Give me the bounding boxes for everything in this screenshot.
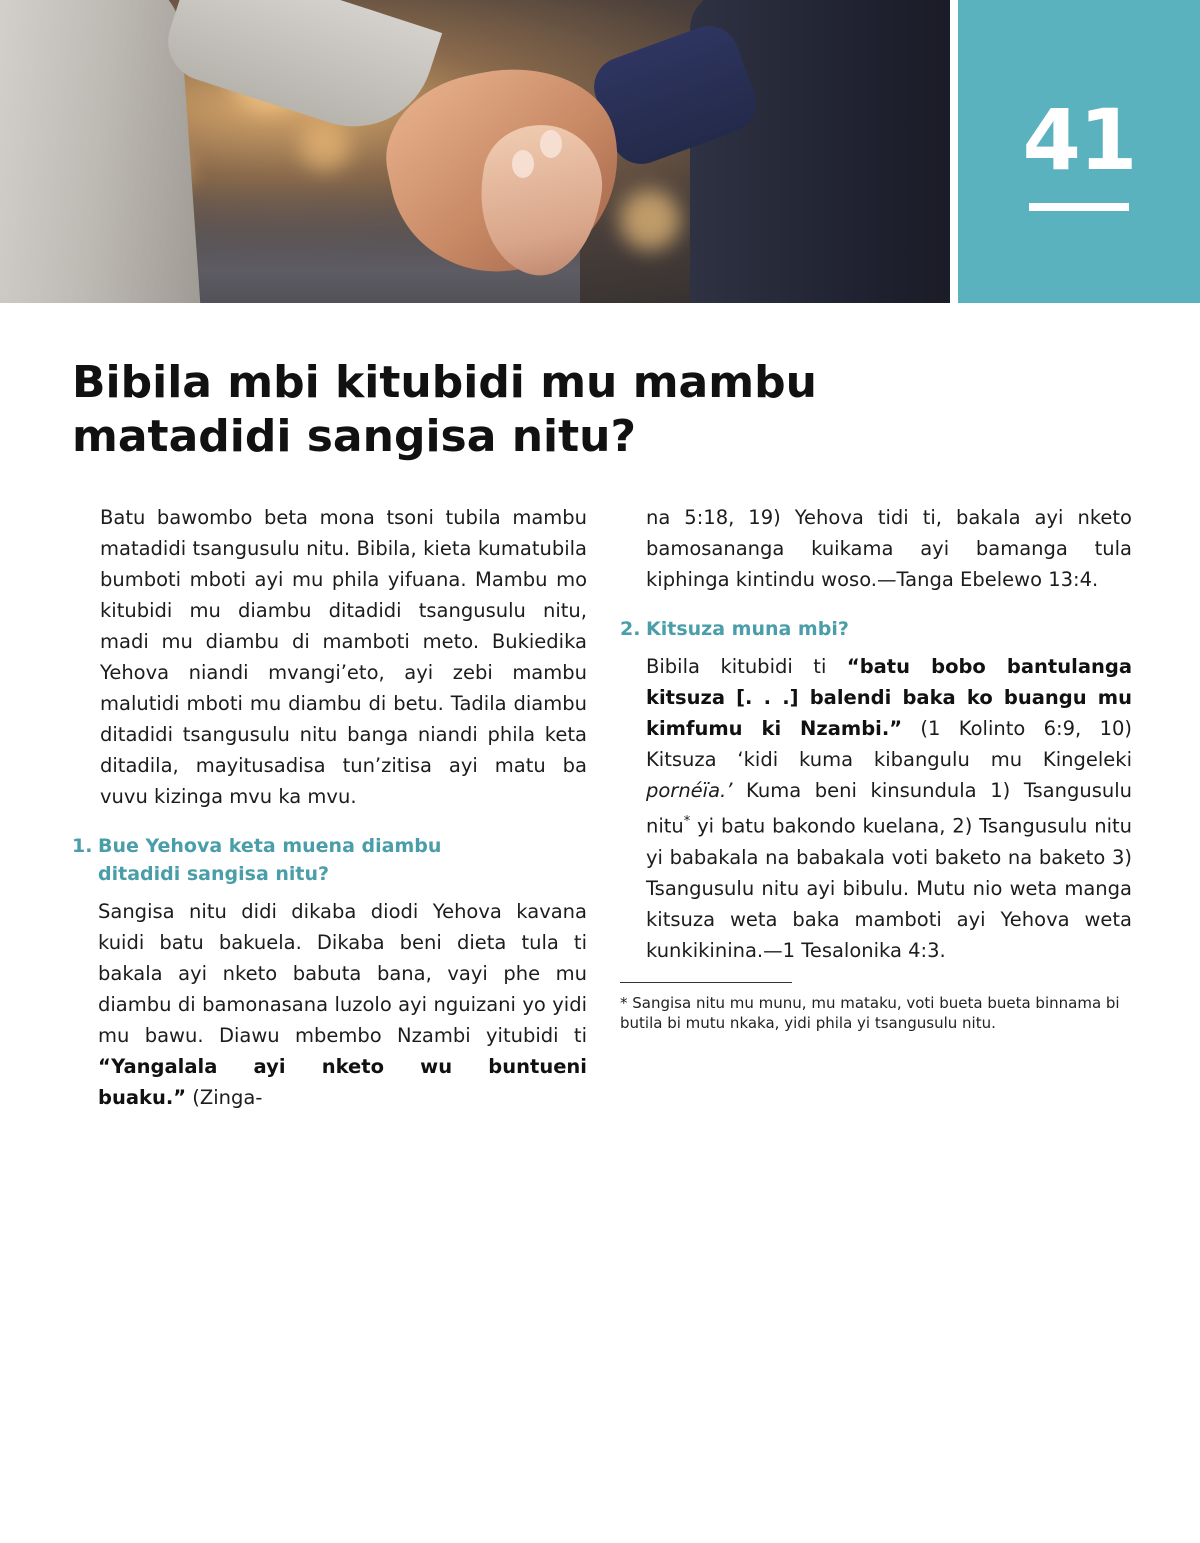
section-1-number: 1. [72, 835, 93, 857]
intro-paragraph: Batu bawombo beta mona tsoni tubila mambu matadidi tsangusulu nitu. Bibila, kieta kumatubila bumboti mboti ayi mu phila yifuana. Mambu mo kitubidi mu diambu ditadidi tsangusulu nitu, madi mu diambu di mamboti meto. Bukiedika Yehova niandi mvangi’eto, ayi zebi mambu malutidi mboti mu diambu di betu. Tadila diambu ditadidi tsangusulu nitu banga niandi phila keta ditadila, mayitusadisa tun’zitisa ayi matu ba vuvu kizinga mvu ka mvu. [100, 506, 587, 808]
header-photo-holding-hands [0, 0, 950, 303]
section-1-question-line-2: ditadidi sangisa nitu? [98, 863, 330, 885]
section-2-question-text: Kitsuza muna mbi? [646, 618, 849, 640]
section-2-greek-word: pornéïa.’ [646, 779, 733, 802]
section-2-number: 2. [620, 618, 641, 640]
section-2-text-b: (1 Kolinto 6:9, 10) Kitsuza ‘kidi kuma kibangulu mu Kingeleki [646, 717, 1132, 771]
chapter-badge [958, 0, 1200, 303]
page-title-line-1: Bibila mbi kitubidi mu mambu [72, 357, 817, 408]
chapter-underline [1029, 203, 1129, 211]
section-2-text-a: Bibila kitubidi ti [646, 655, 847, 678]
section-1-question [72, 832, 587, 888]
section-2-text-d: yi batu bakondo kuelana, 2) Tsangusulu nitu yi babakala na babakala voti baketo na baketo 3) Tsangusulu nitu ayi bibulu. Mutu nio weta manga kitsuza weta baka mamboti ayi Yehova weta kunkikinina.—1 Tesalonika 4:3. [646, 814, 1132, 962]
footnote: * Sangisa nitu mu munu, mu mataku, voti bueta bueta binnama bi butila bi mutu nkaka, yidi phila yi tsangusulu nitu. [620, 993, 1120, 1032]
section-1-question-line-1: Bue Yehova keta muena diambu [98, 835, 442, 857]
section-1-answer-continued: na 5:18, 19) Yehova tidi ti, bakala ayi nketo bamosananga kuikama ayi bamanga tula kiphinga kintindu woso.—Tanga Ebelewo 13:4. [646, 506, 1132, 591]
section-1-answer [72, 896, 587, 1113]
section-1-text-a: Sangisa nitu didi dikaba diodi Yehova kavana kuidi batu bakuela. Dikaba beni dieta tula ti bakala ayi nketo babuta bana, vayi phe mu diambu di bamonasana luzolo ayi nguizani yo yidi mu bawu. Diawu mbembo Nzambi yitubidi ti [98, 900, 587, 1047]
section-1-text-b-start: (Zinga- [186, 1086, 263, 1109]
section-2-quote: “batu bobo bantulanga kitsuza [. . .] balendi baka ko buangu mu kimfumu ki Nzambi.” [646, 655, 1132, 740]
page-title [72, 356, 932, 464]
section-1-quote: “Yangalala ayi nketo wu buntueni buaku.” [98, 1055, 587, 1109]
footnote-asterisk-link[interactable]: * [683, 814, 691, 829]
chapter-number: 41 [1022, 91, 1136, 189]
right-column [620, 502, 1132, 1033]
page-title-line-2: matadidi sangisa nitu? [72, 411, 637, 462]
section-2-answer [620, 651, 1132, 966]
section-2-question [620, 615, 1132, 643]
footnote-divider [620, 982, 792, 983]
section-2-text-c: Kuma beni kinsundula 1) Tsangusulu nitu [646, 779, 1132, 838]
left-column [72, 502, 587, 1113]
